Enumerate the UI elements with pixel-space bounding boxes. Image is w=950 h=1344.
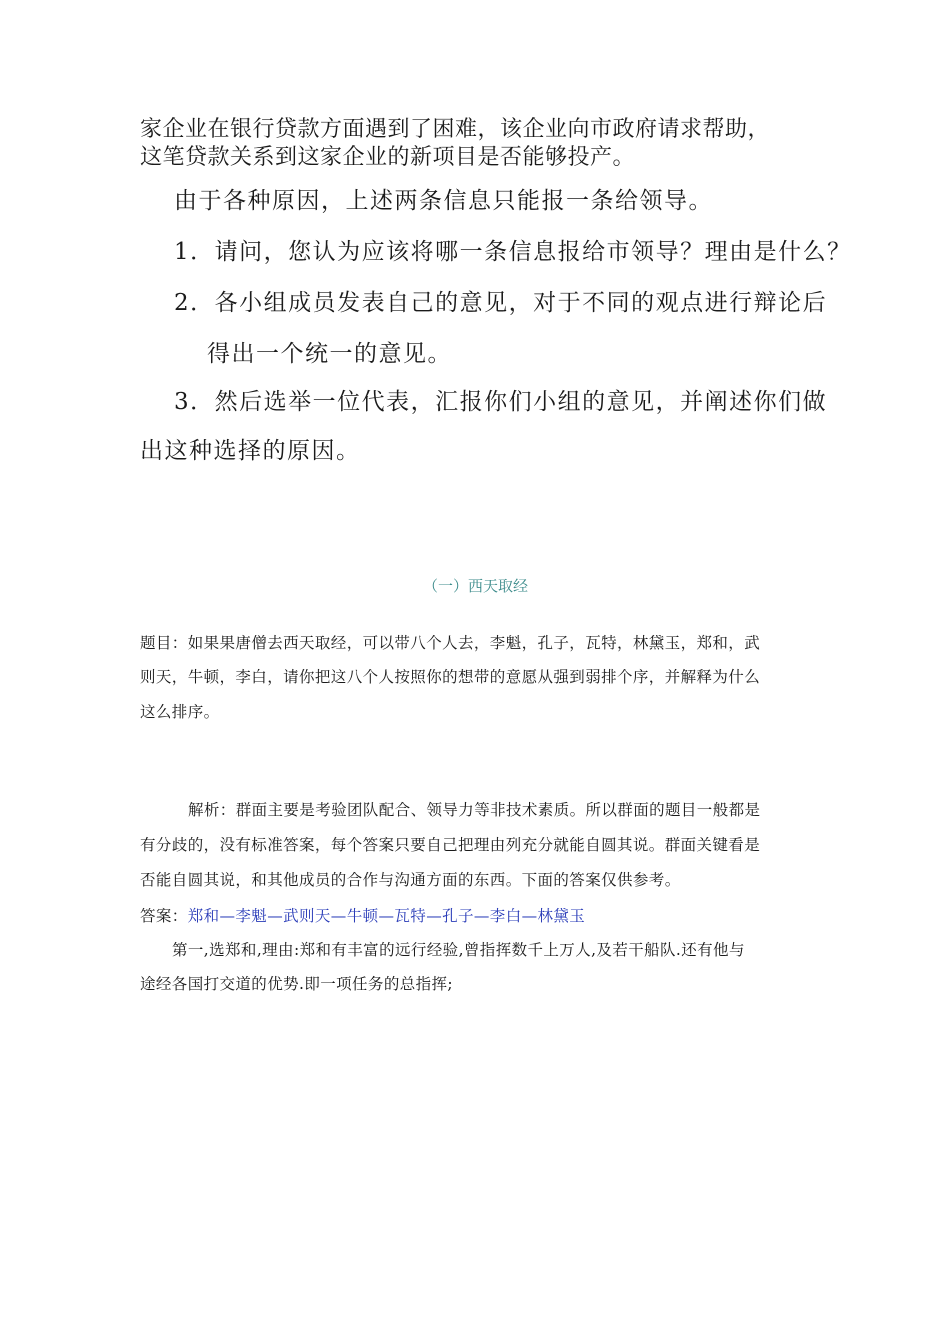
intro-line-3: 由于各种原因，上述两条信息只能报一条给领导。	[174, 188, 713, 214]
intro-line-1: 家企业在银行贷款方面遇到了困难，该企业向市政府请求帮助，	[140, 117, 771, 142]
topic-line: 这么排序。	[140, 703, 220, 721]
analysis-line: 解析：群面主要是考验团队配合、领导力等非技术素质。所以群面的题目一般都是	[188, 801, 761, 819]
analysis-line: 否能自圆其说，和其他成员的合作与沟通方面的东西。下面的答案仅供参考。	[140, 871, 681, 889]
section-title: （一）西天取经	[423, 577, 529, 595]
answer-line	[140, 904, 585, 926]
analysis-line: 有分歧的，没有标准答案，每个答案只要自己把理由列充分就能自圆其说。群面关键看是	[140, 836, 761, 854]
question-2: 2．各小组成员发表自己的意见，对于不同的观点进行辩论后	[174, 290, 828, 316]
topic-line: 则天，牛顿，李白，请你把这八个人按照你的想带的意愿从强到弱排个序，并解释为什么	[140, 668, 761, 686]
question-1: 1．请问，您认为应该将哪一条信息报给市领导？理由是什么？	[174, 239, 852, 265]
question-3-continued: 出这种选择的原因。	[140, 438, 361, 464]
answer-value: 郑和—李魁—武则天—牛顿—瓦特—孔子—李白—林黛玉	[187, 907, 586, 925]
topic-line: 题目：如果果唐僧去西天取经，可以带八个人去，李魁，孔子，瓦特，林黛玉，郑和，武	[140, 634, 761, 652]
intro-line-2: 这笔贷款关系到这家企业的新项目是否能够投产。	[140, 145, 636, 170]
reason-line: 途经各国打交道的优势.即一项任务的总指挥;	[140, 975, 454, 993]
question-2-continued: 得出一个统一的意见。	[207, 341, 452, 367]
answer-label: 答案：	[140, 907, 188, 925]
reason-line: 第一,选郑和,理由:郑和有丰富的远行经验,曾指挥数千上万人,及若干船队.还有他与	[172, 941, 745, 959]
question-3: 3．然后选举一位代表，汇报你们小组的意见，并阐述你们做	[174, 389, 828, 415]
